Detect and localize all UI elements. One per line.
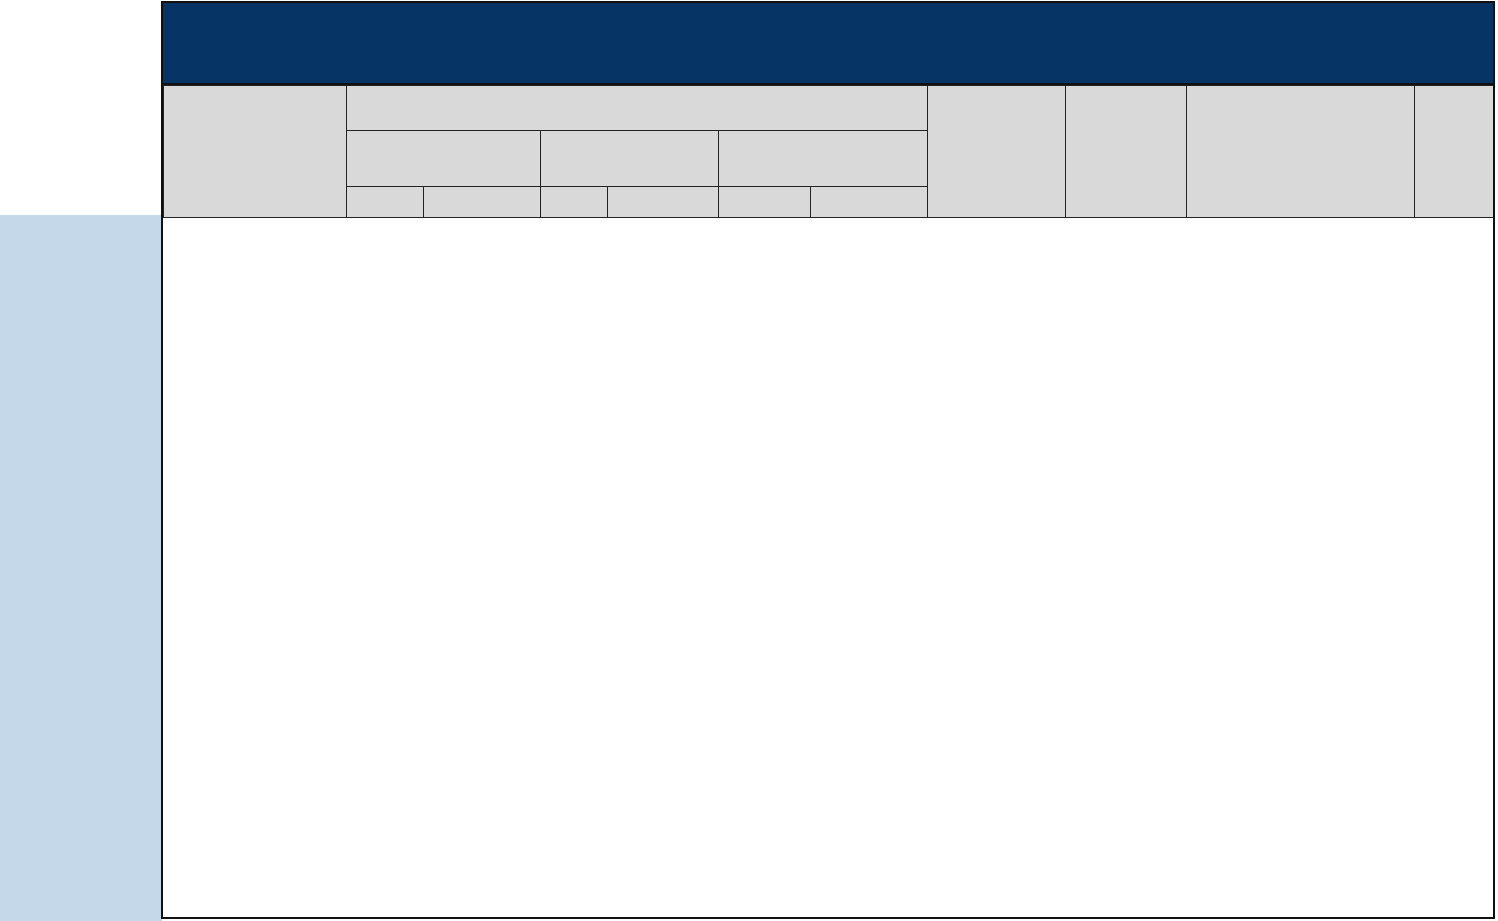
header-round-2-points — [541, 187, 608, 218]
header-round-1-rank — [811, 187, 928, 218]
header-name — [1187, 86, 1415, 218]
header-round-3 — [347, 131, 541, 187]
header-round-2-rank — [608, 187, 719, 218]
header-round-2 — [541, 131, 719, 187]
sheet-title — [163, 3, 1493, 85]
header-serial — [1415, 86, 1495, 218]
table-header — [163, 85, 1495, 218]
header-birth-year — [1066, 86, 1187, 218]
header-round-1 — [719, 131, 928, 187]
header-round-1-points — [719, 187, 811, 218]
header-club — [928, 86, 1066, 218]
header-total — [164, 86, 347, 218]
spreadsheet — [161, 1, 1495, 919]
left-band — [0, 215, 162, 921]
header-championships — [347, 86, 928, 131]
header-round-3-points — [347, 187, 424, 218]
header-round-3-rank — [424, 187, 541, 218]
